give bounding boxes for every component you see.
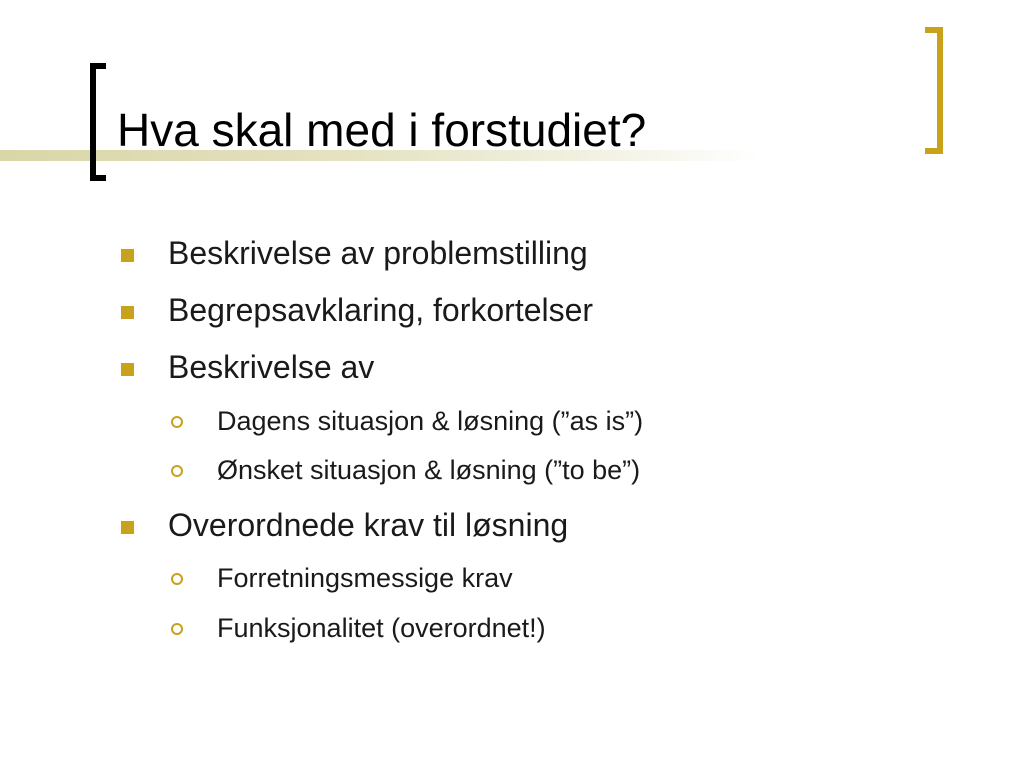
slide-title: Hva skal med i forstudiet?	[117, 104, 647, 156]
circle-bullet-icon	[171, 416, 183, 428]
sub-bullet-item: Forretningsmessige krav	[217, 563, 513, 593]
square-bullet-icon	[121, 306, 134, 319]
square-bullet-icon	[121, 521, 134, 534]
sub-bullet-item: Ønsket situasjon & løsning (”to be”)	[217, 455, 641, 485]
circle-bullet-icon	[171, 573, 183, 585]
circle-bullet-icon	[171, 465, 183, 477]
square-bullet-icon	[121, 249, 134, 262]
bullet-item: Beskrivelse av	[168, 349, 375, 385]
bullet-item: Begrepsavklaring, forkortelser	[168, 292, 594, 328]
bullet-item: Overordnede krav til løsning	[168, 507, 569, 543]
square-bullet-icon	[121, 363, 134, 376]
sub-bullet-item: Funksjonalitet (overordnet!)	[217, 613, 546, 643]
bullet-item: Beskrivelse av problemstilling	[168, 235, 588, 271]
circle-bullet-icon	[171, 623, 183, 635]
sub-bullet-item: Dagens situasjon & løsning (”as is”)	[217, 406, 644, 436]
